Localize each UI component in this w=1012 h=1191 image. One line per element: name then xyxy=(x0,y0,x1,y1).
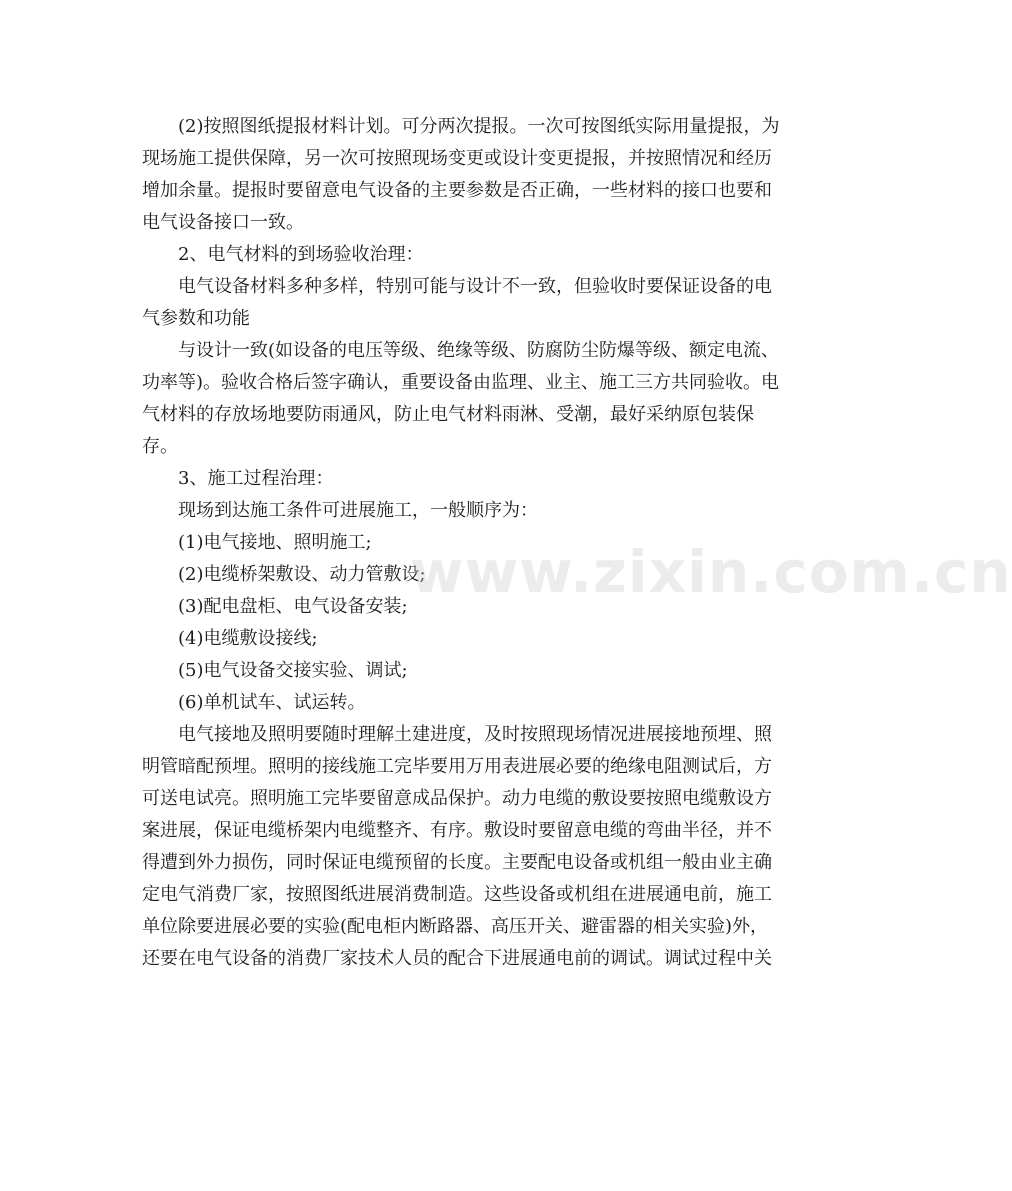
paragraph-text: 现场到达施工条件可进展施工，一般顺序为： xyxy=(178,500,538,521)
paragraph-material-plan xyxy=(142,111,782,239)
list-item-text: (1)电气接地、照明施工; xyxy=(178,532,372,553)
list-item-text: (4)电缆敷设接线; xyxy=(178,628,318,649)
paragraph-acceptance-intro xyxy=(142,271,782,335)
list-item-step-2 xyxy=(142,559,782,591)
paragraph-text: 与设计一致(如设备的电压等级、绝缘等级、防腐防尘防爆等级、额定电流、功率等)。验收合格后签字确认，重要设备由监理、业主、施工三方共同验收。电气材料的存放场地要防雨通风，防止电气材料雨淋、受潮，最好采纳原包装保存。 xyxy=(142,340,780,457)
paragraph-sequence-intro xyxy=(142,495,782,527)
heading-text: 3、施工过程治理： xyxy=(178,468,334,489)
list-item-text: (2)电缆桥架敷设、动力管敷设; xyxy=(178,564,426,585)
list-item-text: (3)配电盘柜、电气设备安装; xyxy=(178,596,408,617)
list-item-step-4 xyxy=(142,623,782,655)
list-item-text: (5)电气设备交接实验、调试; xyxy=(178,660,408,681)
heading-construction-process xyxy=(142,463,782,495)
list-item-step-1 xyxy=(142,527,782,559)
list-item-text: (6)单机试车、试运转。 xyxy=(178,692,366,713)
heading-text: 2、电气材料的到场验收治理： xyxy=(178,244,424,265)
document-body xyxy=(142,111,782,975)
list-item-step-3 xyxy=(142,591,782,623)
paragraph-text: (2)按照图纸提报材料计划。可分两次提报。一次可按图纸实际用量提报，为现场施工提供保障，另一次可按照现场变更或设计变更提报，并按照情况和经历增加余量。提报时要留意电气设备的主要参数是否正确，一些材料的接口也要和电气设备接口一致。 xyxy=(142,116,780,233)
paragraph-acceptance-details xyxy=(142,335,782,463)
heading-material-acceptance xyxy=(142,239,782,271)
list-item-step-5 xyxy=(142,655,782,687)
list-item-step-6 xyxy=(142,687,782,719)
paragraph-grounding-lighting xyxy=(142,719,782,975)
paragraph-text: 电气设备材料多种多样，特别可能与设计不一致，但验收时要保证设备的电气参数和功能 xyxy=(142,276,772,329)
watermark: www.zixin.com.cn xyxy=(410,538,1012,606)
paragraph-text: 电气接地及照明要随时理解土建进度，及时按照现场情况进展接地预埋、照明管暗配预埋。照明的接线施工完毕要用万用表进展必要的绝缘电阻测试后，方可送电试亮。照明施工完毕要留意成品保护。动力电缆的敷设要按照电缆敷设方案进展，保证电缆桥架内电缆整齐、有序。敷设时要留意电缆的弯曲半径，并不得遭到外力损伤，同时保证电缆预留的长度。主要配电设备或机组一般由业主确定电气消费厂家，按照图纸进展消费制造。这些设备或机组在进展通电前，施工单位除要进展必要的实验(配电柜内断路器、高压开关、避雷器的相关实验)外，还要在电气设备的消费厂家技术人员的配合下进展通电前的调试。调试过程中关 xyxy=(142,724,772,969)
